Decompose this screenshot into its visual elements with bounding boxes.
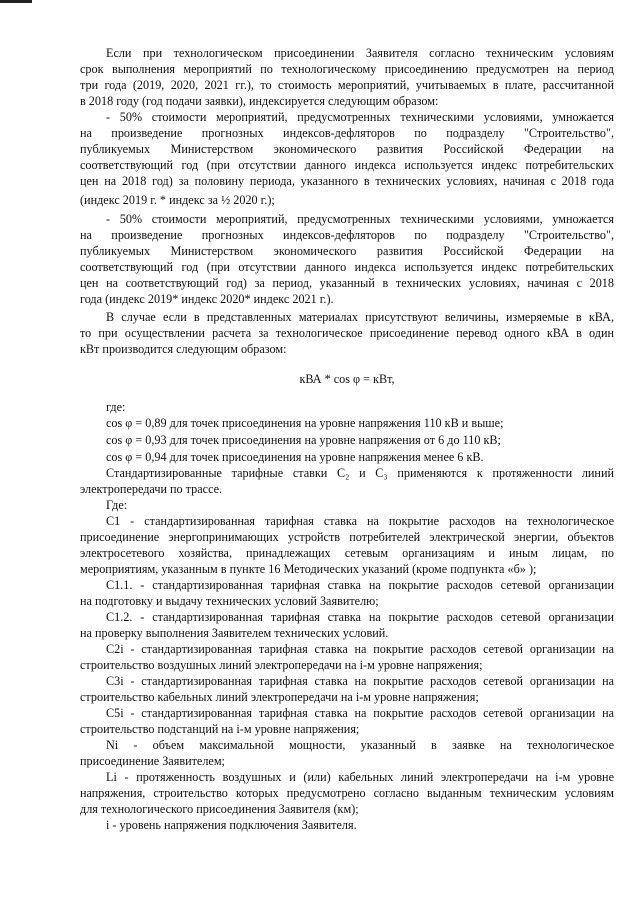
text-line: на проверку выполнения Заявителем технических условий.: [80, 626, 389, 640]
text-line: срок выполнения мероприятий по технологическому присоединению предусмотрен на период: [80, 62, 614, 76]
text-line: Li - протяженность воздушных и (или) кабельных линий электропередачи на i-м уровне: [106, 770, 614, 784]
text-line: мероприятиям, указанным в пункте 16 Методических указаний (кроме подпункта «б» );: [80, 562, 537, 576]
text-line: - 50% стоимости мероприятий, предусмотренных техническими условиями, умножается: [106, 110, 614, 124]
text-line: для технологического присоединения Заявителя (км);: [80, 802, 359, 816]
text-line: cos φ = 0,89 для точек присоединения на уровне напряжения 110 кВ и выше;: [106, 416, 504, 430]
text-line: цен на 2018 год) за половину периода, указанного в технических условиях, начиная с 2018 года: [80, 174, 614, 188]
text-line: публикуемых Министерством экономического развития Российской Федерации на: [80, 142, 614, 156]
text-line: на произведение прогнозных индексов-дефляторов по подразделу "Строительство",: [80, 126, 614, 140]
text-line: Стандартизированные тарифные ставки С₂ и С₃ применяются к протяженности линий: [106, 466, 614, 480]
text-line: три года (2019, 2020, 2021 гг.), то стоимость мероприятий, учитываемых в плате, рассчитанной: [80, 78, 614, 92]
text-line: на подготовку и выдачу технических условий Заявителю;: [80, 594, 379, 608]
text-line: электропередачи по трассе.: [80, 482, 223, 496]
text-line: i - уровень напряжения подключения Заявителя.: [106, 818, 357, 832]
text-line: где:: [106, 400, 126, 414]
text-line: Где:: [106, 498, 128, 512]
text-line: на произведение прогнозных индексов-дефляторов по подразделу "Строительство",: [80, 228, 614, 242]
text-line: в 2018 году (год подачи заявки), индексируется следующим образом:: [80, 94, 439, 108]
text-line: кВт производится следующим образом:: [80, 342, 287, 356]
text-line: В случае если в представленных материалах присутствуют величины, измеряемые в кВА,: [106, 310, 614, 324]
text-line: (индекс 2019 г. * индекс за ½ 2020 г.);: [80, 193, 275, 207]
text-line: С1.2. - стандартизированная тарифная ставка на покрытие расходов сетевой организации: [106, 610, 614, 624]
text-line: Ni - объем максимальной мощности, указанный в заявке на технологическое: [106, 738, 614, 752]
text-line: напряжения, строительство которых предусмотрено согласно выданным техническим условиям: [80, 786, 614, 800]
text-line: электросетевого хозяйства, принадлежащих сетевым организациям и иным лицам, по: [80, 546, 614, 560]
formula: кВА * cos φ = кВт,: [299, 372, 395, 386]
corner-mark: [0, 0, 32, 3]
text-line: С2i - стандартизированная тарифная ставка на покрытие расходов сетевой организации на: [106, 642, 614, 656]
text-line: - 50% стоимости мероприятий, предусмотренных техническими условиями, умножается: [106, 212, 614, 226]
text-line: цен на соответствующий год) за период, указанный в технических условиях, начиная с 2018: [80, 276, 614, 290]
text-line: соответствующий год (при отсутствии данного индекса используется индекс потребительских: [80, 260, 614, 274]
text-line: присоединение энергопринимающих устройств потребителей электрической энергии, объектов: [80, 530, 614, 544]
text-line: присоединение Заявителем;: [80, 754, 225, 768]
text-line: года (индекс 2019* индекс 2020* индекс 2021 г.).: [80, 292, 334, 306]
text-line: Если при технологическом присоединении Заявителя согласно техническим условиям: [106, 46, 614, 60]
text-line: С3i - стандартизированная тарифная ставка на покрытие расходов сетевой организации на: [106, 674, 614, 688]
text-line: С5i - стандартизированная тарифная ставка на покрытие расходов сетевой организации на: [106, 706, 614, 720]
text-line: С1 - стандартизированная тарифная ставка на покрытие расходов на технологическое: [106, 514, 614, 528]
text-line: строительство кабельных линий электропередачи на i-м уровне напряжения;: [80, 690, 479, 704]
text-line: С1.1. - стандартизированная тарифная ставка на покрытие расходов сетевой организации: [106, 578, 614, 592]
text-line: публикуемых Министерством экономического развития Российской Федерации на: [80, 244, 614, 258]
text-line: cos φ = 0,93 для точек присоединения на уровне напряжения от 6 до 110 кВ;: [106, 433, 501, 447]
text-line: соответствующий год (при отсутствии данного индекса используется индекс потребительских: [80, 158, 614, 172]
text-line: строительство подстанций на i-м уровне напряжения;: [80, 722, 360, 736]
text-line: то при осуществлении расчета за технологическое присоединение перевод одного кВА в один: [80, 326, 614, 340]
text-line: строительство воздушных линий электропередачи на i-м уровне напряжения;: [80, 658, 483, 672]
text-line: cos φ = 0,94 для точек присоединения на уровне напряжения менее 6 кВ.: [106, 450, 484, 464]
